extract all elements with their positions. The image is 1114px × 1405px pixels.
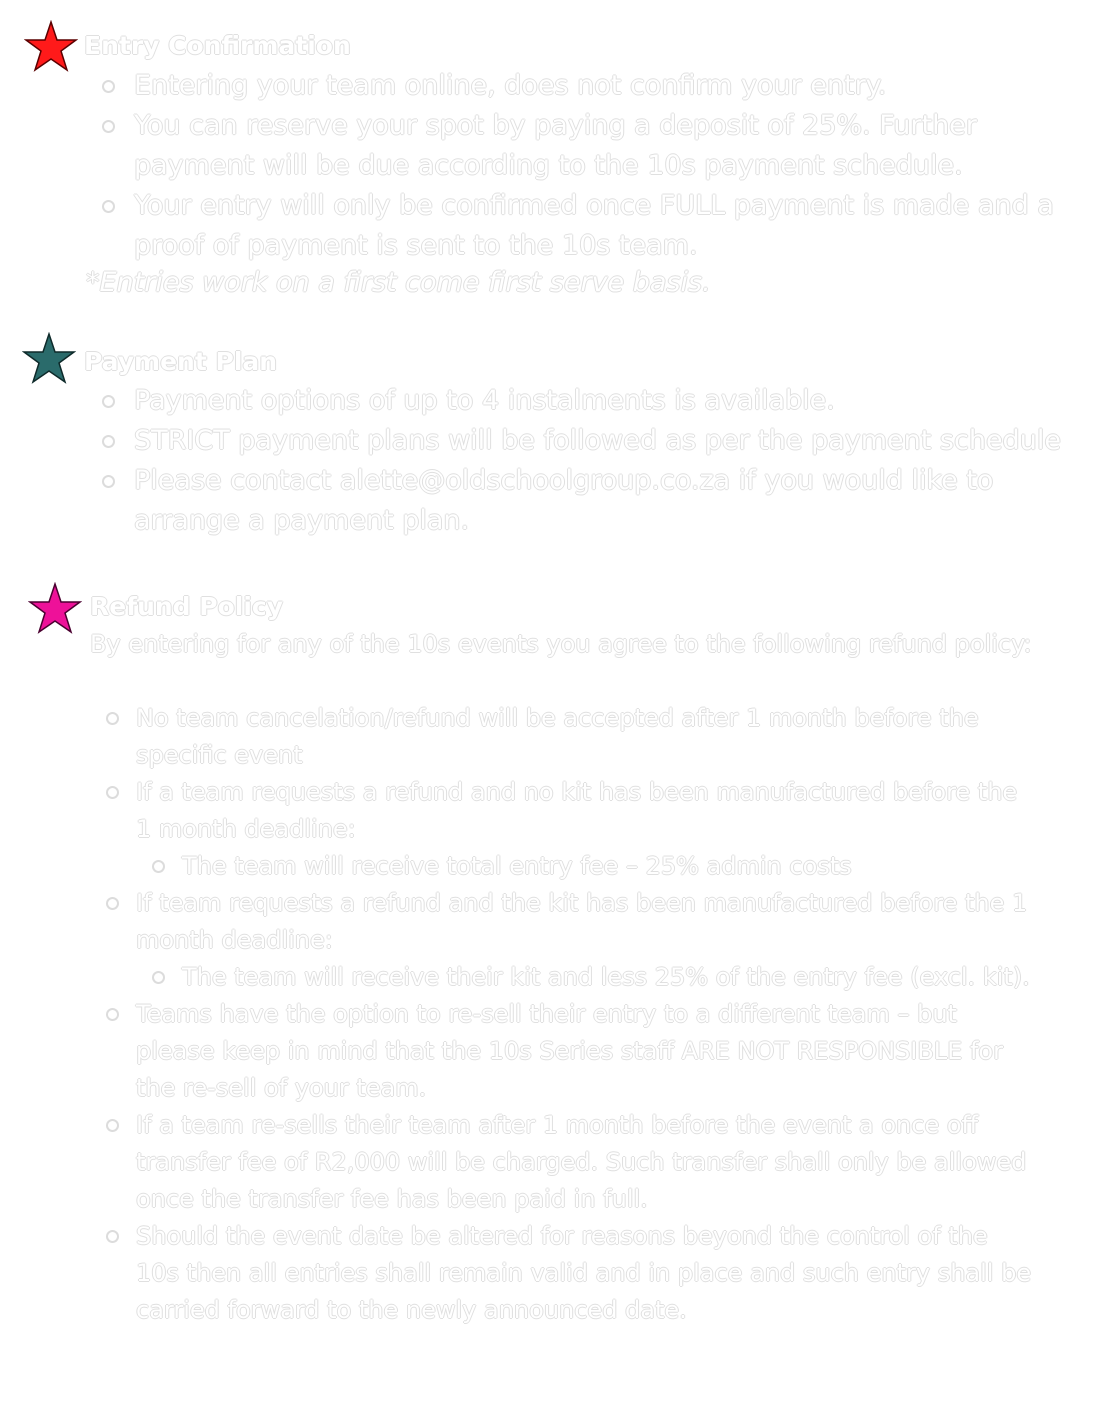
list-item: Entering your team online, does not confirm your entry.	[102, 66, 1092, 106]
list-item: Payment options of up to 4 instalments is available.	[102, 381, 1092, 421]
star-entry-shape	[26, 22, 76, 70]
entry-note: *Entries work on a first come first serve basis.	[86, 267, 711, 298]
star-refund-shape	[30, 584, 80, 632]
list-item	[106, 774, 1036, 885]
entry-list	[102, 66, 1092, 266]
list-item-text: If a team requests a refund and no kit has been manufactured before the 1 month deadline:	[136, 778, 1018, 843]
list-item: Your entry will only be confirmed once FULL payment is made and a proof of payment is sent to the 10s team.	[102, 186, 1092, 266]
payment-list	[102, 381, 1092, 541]
refund-policy-section	[0, 570, 1114, 1390]
refund-list	[106, 700, 1036, 1329]
sub-list	[152, 848, 1036, 885]
list-item: Please contact alette@oldschoolgroup.co.za if you would like to arrange a payment plan.	[102, 461, 1092, 541]
list-item: Teams have the option to re-sell their entry to a different team – but please keep in mind that the 10s Series staff ARE NOT RESPONSIBLE for the re-sell of your team.	[106, 996, 1036, 1107]
entry-heading: Entry Confirmation	[84, 31, 351, 60]
list-item-text: If team requests a refund and the kit has been manufactured before the 1 month deadline:	[136, 889, 1028, 954]
list-item	[106, 885, 1036, 996]
star-icon	[28, 582, 82, 636]
sub-list	[152, 959, 1036, 996]
star-icon	[24, 20, 78, 74]
list-item: Should the event date be altered for reasons beyond the control of the 10s then all entries shall remain valid and in place and such entry shall be carried forward to the newly announced date.	[106, 1218, 1036, 1329]
star-payment-shape	[24, 334, 74, 382]
list-item: No team cancelation/refund will be accepted after 1 month before the specific event	[106, 700, 1036, 774]
payment-plan-section	[0, 320, 1114, 550]
list-item: You can reserve your spot by paying a deposit of 25%. Further payment will be due according to the 10s payment schedule.	[102, 106, 1092, 186]
entry-confirmation-section	[0, 0, 1114, 310]
refund-intro: By entering for any of the 10s events you agree to the following refund policy:	[90, 630, 1032, 658]
list-item: If a team re-sells their team after 1 month before the event a once off transfer fee of R2,000 will be charged. Such transfer shall only be allowed once the transfer fee has been paid in full.	[106, 1107, 1036, 1218]
payment-heading: Payment Plan	[84, 347, 278, 376]
refund-heading: Refund Policy	[90, 592, 284, 621]
star-icon	[22, 332, 76, 386]
sub-list-item: The team will receive their kit and less 25% of the entry fee (excl. kit).	[152, 959, 1036, 996]
sub-list-item: The team will receive total entry fee – 25% admin costs	[152, 848, 1036, 885]
list-item: STRICT payment plans will be followed as per the payment schedule	[102, 421, 1092, 461]
